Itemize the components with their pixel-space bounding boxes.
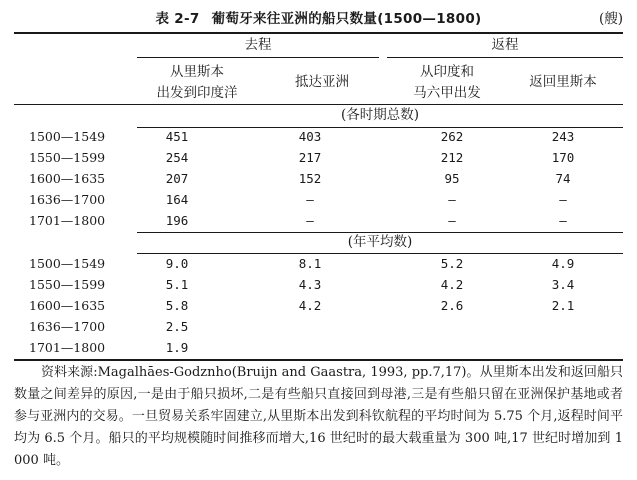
table-unit: (艘)	[598, 11, 623, 27]
col-header-depart-india	[387, 62, 507, 104]
table-row-period: 1701—1800	[29, 340, 106, 355]
col-header-arrive-asia: 抵达亚洲	[295, 74, 349, 90]
table-cell: 4.2	[298, 298, 322, 313]
table-cell: —	[559, 192, 567, 207]
table-row-period: 1636—1700	[29, 192, 106, 207]
table-top-rule	[14, 32, 623, 34]
table-cell: 95	[444, 171, 460, 186]
table-cell: 2.6	[440, 298, 464, 313]
table-cell: 1.9	[165, 340, 189, 355]
table-row-period: 1636—1700	[29, 319, 106, 334]
table-bottom-rule	[14, 359, 623, 361]
table-cell: 451	[165, 129, 189, 144]
outbound-subrule	[137, 57, 379, 58]
table-row-period: 1550—1599	[29, 277, 106, 292]
section-label-totals: (各时期总数)	[340, 107, 420, 123]
table-title-text: 葡萄牙来往亚洲的船只数量(1500—1800)	[211, 11, 482, 27]
table-cell: —	[306, 213, 314, 228]
table-cell: 4.9	[551, 256, 575, 271]
table-cell: 403	[298, 129, 322, 144]
col-header-depart-india-line2: 马六甲出发	[413, 85, 481, 101]
section-label-average: (年平均数)	[347, 234, 413, 250]
table-row-period: 1701—1800	[29, 213, 106, 228]
table-cell: —	[559, 213, 567, 228]
table-cell: 207	[165, 171, 189, 186]
table-row-period: 1500—1549	[29, 129, 106, 144]
col-header-depart-lisbon	[137, 62, 257, 104]
table-cell: 196	[165, 213, 189, 228]
table-cell: —	[448, 213, 456, 228]
header-return: 返程	[491, 37, 519, 53]
return-subrule	[387, 57, 623, 58]
table-row-period: 1500—1549	[29, 256, 106, 271]
col-header-return-lisbon: 返回里斯本	[529, 74, 597, 90]
table-cell: 2.1	[551, 298, 575, 313]
table-cell: 262	[440, 129, 464, 144]
table-cell: 5.1	[165, 277, 189, 292]
table-cell: 254	[165, 150, 189, 165]
table-cell: 152	[298, 171, 322, 186]
table-cell: 5.2	[440, 256, 464, 271]
table-cell: 217	[298, 150, 322, 165]
table-cell: 3.4	[551, 277, 575, 292]
table-cell: —	[448, 192, 456, 207]
table-cell: 5.8	[165, 298, 189, 313]
table-cell: 4.3	[298, 277, 322, 292]
table-cell: 9.0	[165, 256, 189, 271]
table-cell: 8.1	[298, 256, 322, 271]
table-caption	[0, 8, 637, 30]
table-note-text: 资料来源:Magalhāes-Godznho(Bruijn and Gaastra, 1993, pp.7,17)。从里斯本出发和返回船只数量之间差异的原因,一是由于船只损坏,二是有些船只直接回到母港,三是有些船只留在亚洲保护基地或者参与亚洲内的交易。一旦贸易关系牢固建立,从里斯本出发到科钦航程的平均时间为 5.75 个月,返程时间平均为 6.5 个月。船只的平均规模随时间推移而增大,16 世纪时的最大载重量为 300 吨,17 世纪时增加到 1 000 吨。	[14, 365, 623, 468]
col-header-depart-lisbon-line1: 从里斯本	[170, 64, 224, 80]
table-row-period: 1600—1635	[29, 171, 106, 186]
header-outbound: 去程	[244, 37, 272, 53]
table-cell: —	[306, 192, 314, 207]
table-row-period: 1600—1635	[29, 298, 106, 313]
table-cell: 243	[551, 129, 575, 144]
table-note	[14, 362, 623, 472]
table-cell: 164	[165, 192, 189, 207]
table-number: 表 2-7	[155, 11, 200, 27]
col-header-depart-lisbon-line2: 出发到印度洋	[156, 85, 238, 101]
table-cell: 212	[440, 150, 464, 165]
table-row-period: 1550—1599	[29, 150, 106, 165]
table-cell: 74	[555, 171, 571, 186]
table-cell: 170	[551, 150, 575, 165]
col-header-depart-india-line1: 从印度和	[420, 64, 474, 80]
table-cell: 2.5	[165, 319, 189, 334]
table-cell: 4.2	[440, 277, 464, 292]
table-title	[0, 8, 637, 30]
